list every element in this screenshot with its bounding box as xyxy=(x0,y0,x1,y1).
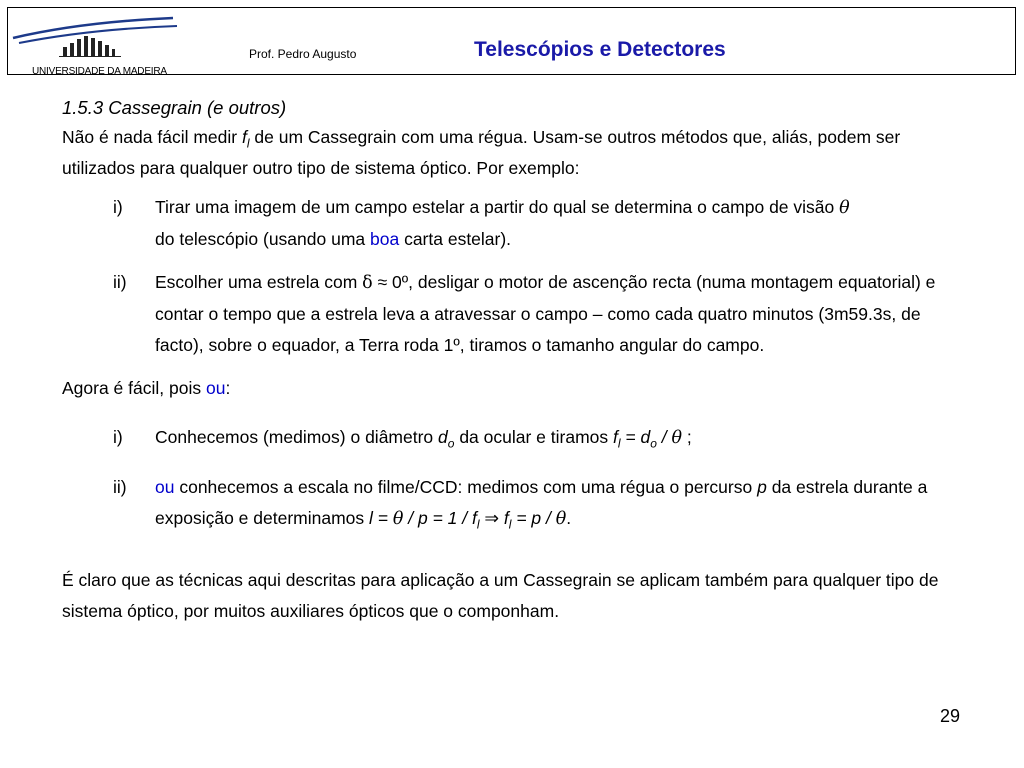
focal-length-symbol: f xyxy=(241,127,247,147)
slide-body xyxy=(62,94,962,627)
method-text: do telescópio (usando uma xyxy=(155,229,370,249)
way-text: da ocular e tiramos xyxy=(454,427,613,447)
theta-symbol: θ xyxy=(671,428,683,448)
theta-symbol: θ xyxy=(839,198,850,218)
formula-text: = p / xyxy=(511,508,556,528)
formula-subscript: l xyxy=(508,517,512,532)
slide-title: Telescópios e Detectores xyxy=(474,38,726,61)
formula-text: / xyxy=(656,427,672,447)
now-colon: : xyxy=(225,378,231,398)
method-text: ≈ 0º, desligar o motor de ascenção recta (numa montagem equatorial) e contar o tempo que a estrela leva a atravessar o campo – como cada quatro minutos (3m59.3s, de facto), sobre o equador, a Terra roda 1º, tiramos o tamanho angular do campo. xyxy=(155,272,936,355)
author-name: Prof. Pedro Augusto xyxy=(249,47,357,61)
now-text: Agora é fácil, pois xyxy=(62,378,206,398)
ou-link[interactable]: ou xyxy=(205,378,226,398)
way-item xyxy=(62,422,962,454)
formula-subscript: l xyxy=(476,517,480,532)
formula-text: f xyxy=(503,508,509,528)
section-heading: 1.5.3 Cassegrain (e outros) xyxy=(62,97,287,118)
method-item xyxy=(62,192,962,255)
method-text: Escolher uma estrela com xyxy=(155,272,363,292)
way-number: ii) xyxy=(113,477,127,497)
method-item xyxy=(62,267,962,361)
implies-symbol: ⇒ xyxy=(479,508,504,528)
way-text: Conhecemos (medimos) o diâmetro xyxy=(155,427,439,447)
method-number: ii) xyxy=(113,272,127,292)
way-text: . xyxy=(566,508,572,528)
university-logo-icon xyxy=(11,12,179,68)
page-number: 29 xyxy=(940,706,961,726)
diameter-symbol: d xyxy=(438,427,448,447)
way-item xyxy=(62,472,962,535)
method-number: i) xyxy=(113,197,123,217)
focal-subscript: l xyxy=(617,436,621,451)
slide-header xyxy=(7,7,1016,75)
university-name: UNIVERSIDADE DA MADEIRA xyxy=(32,66,167,77)
intro-paragraph xyxy=(62,122,962,184)
formula-text: = d xyxy=(620,427,651,447)
intro-text: Não é nada fácil medir xyxy=(62,127,242,147)
focal-symbol: f xyxy=(613,427,618,447)
boa-link[interactable]: boa xyxy=(370,229,400,249)
way-text: ; xyxy=(682,427,692,447)
way-text: conhecemos a escala no filme/CCD: medimos com uma régua o percurso xyxy=(174,477,758,497)
method-text: carta estelar). xyxy=(399,229,512,249)
formula-text: l = xyxy=(369,508,393,528)
formula-text: / p = 1 / f xyxy=(403,508,477,528)
intro-text-continued: de um Cassegrain com uma régua. Usam-se outros métodos que, aliás, podem ser utilizados para qualquer outro tipo de sistema óptico. Por exemplo: xyxy=(62,127,901,178)
conclusion-paragraph: É claro que as técnicas aqui descritas para aplicação a um Cassegrain se aplicam também para qualquer tipo de sistema óptico, por muitos auxiliares ópticos que o componham. xyxy=(62,570,939,621)
ou-link[interactable]: ou xyxy=(155,477,175,497)
formula-subscript: o xyxy=(650,436,657,451)
way-text: da estrela durante a exposição e determinamos xyxy=(155,477,928,528)
focal-length-subscript: l xyxy=(246,136,250,151)
theta-symbol: θ xyxy=(392,509,404,529)
university-logo xyxy=(11,12,179,72)
method-text: Tirar uma imagem de um campo estelar a partir do qual se determina o campo de visão xyxy=(155,197,840,217)
now-line xyxy=(62,373,962,404)
path-symbol: p xyxy=(757,477,767,497)
diameter-subscript: o xyxy=(447,436,455,451)
delta-symbol: δ xyxy=(362,273,373,293)
way-number: i) xyxy=(113,427,123,447)
theta-symbol: θ xyxy=(555,509,567,529)
